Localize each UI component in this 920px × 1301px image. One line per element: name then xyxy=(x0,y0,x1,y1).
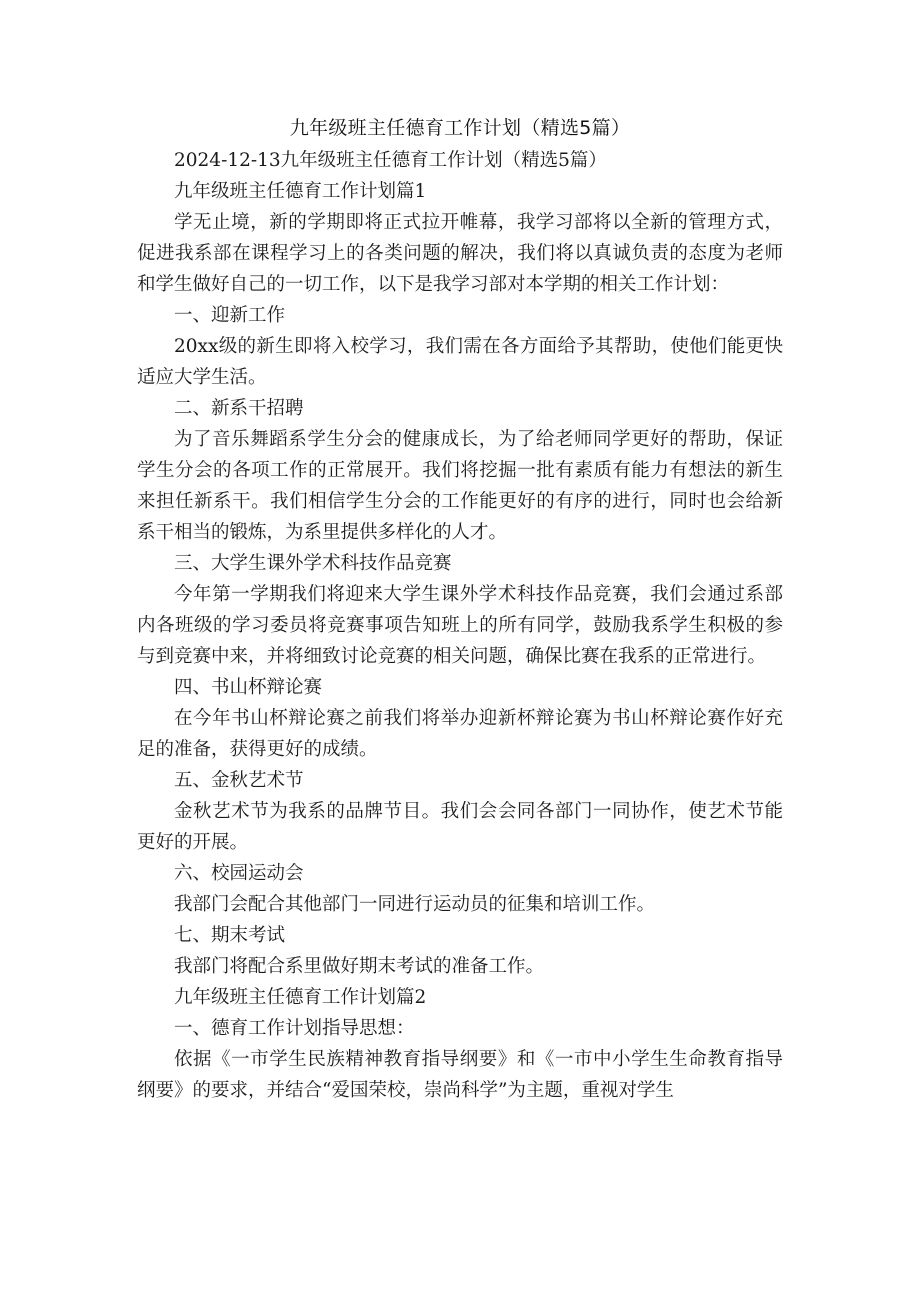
section-heading: 一、迎新工作 xyxy=(174,305,286,326)
paragraph: 我部门会配合其他部门一同进行运动员的征集和培训工作。 xyxy=(174,894,656,915)
section-heading: 二、新系干招聘 xyxy=(174,398,304,419)
section-heading: 九年级班主任德育工作计划篇2 xyxy=(174,987,427,1008)
section-heading: 五、金秋艺术节 xyxy=(174,770,304,791)
paragraph: 金秋艺术节为我系的品牌节目。我们会会同各部门一同协作，使艺术节能更好的开展。 xyxy=(137,801,783,853)
section-heading: 九年级班主任德育工作计划篇1 xyxy=(174,181,427,202)
section-heading: 七、期末考试 xyxy=(174,925,286,946)
paragraph: 今年第一学期我们将迎来大学生课外学术科技作品竞赛，我们会通过系部内各班级的学习委员将竞赛事项告知班上的所有同学，鼓励我系学生积极的参与到竞赛中来，并将细致讨论竞赛的相关问题，确保比赛在我系的正常进行。 xyxy=(137,584,783,667)
paragraph: 依据《一市学生民族精神教育指导纲要》和《一市中小学生生命教育指导纲要》的要求，并结合“爱国荣校，崇尚科学”为主题，重视对学生 xyxy=(137,1049,783,1101)
section-heading: 三、大学生课外学术科技作品竞赛 xyxy=(174,553,452,574)
paragraph: 我部门将配合系里做好期末考试的准备工作。 xyxy=(174,956,545,977)
document-title: 九年级班主任德育工作计划（精选5篇） xyxy=(289,117,631,139)
document-body xyxy=(137,145,783,1106)
date-line: 2024-12-13九年级班主任德育工作计划（精选5篇） xyxy=(174,150,607,171)
paragraph: 学无止境，新的学期即将正式拉开帷幕，我学习部将以全新的管理方式，促进我系部在课程学习上的各类问题的解决，我们将以真诚负责的态度为老师和学生做好自己的一切工作，以下是我学习部对本学期的相关工作计划： xyxy=(137,212,783,295)
section-heading: 六、校园运动会 xyxy=(174,863,304,884)
paragraph: 为了音乐舞蹈系学生分会的健康成长，为了给老师同学更好的帮助，保证学生分会的各项工作的正常展开。我们将挖掘一批有素质有能力有想法的新生来担任新系干。我们相信学生分会的工作能更好的有序的进行，同时也会给新系干相当的锻炼，为系里提供多样化的人才。 xyxy=(137,429,783,543)
section-heading: 四、书山杯辩论赛 xyxy=(174,677,323,698)
section-heading: 一、德育工作计划指导思想： xyxy=(174,1018,415,1039)
paragraph: 在今年书山杯辩论赛之前我们将举办迎新杯辩论赛为书山杯辩论赛作好充足的准备，获得更好的成绩。 xyxy=(137,708,783,760)
paragraph: 20xx级的新生即将入校学习，我们需在各方面给予其帮助，使他们能更快适应大学生活。 xyxy=(137,336,783,388)
